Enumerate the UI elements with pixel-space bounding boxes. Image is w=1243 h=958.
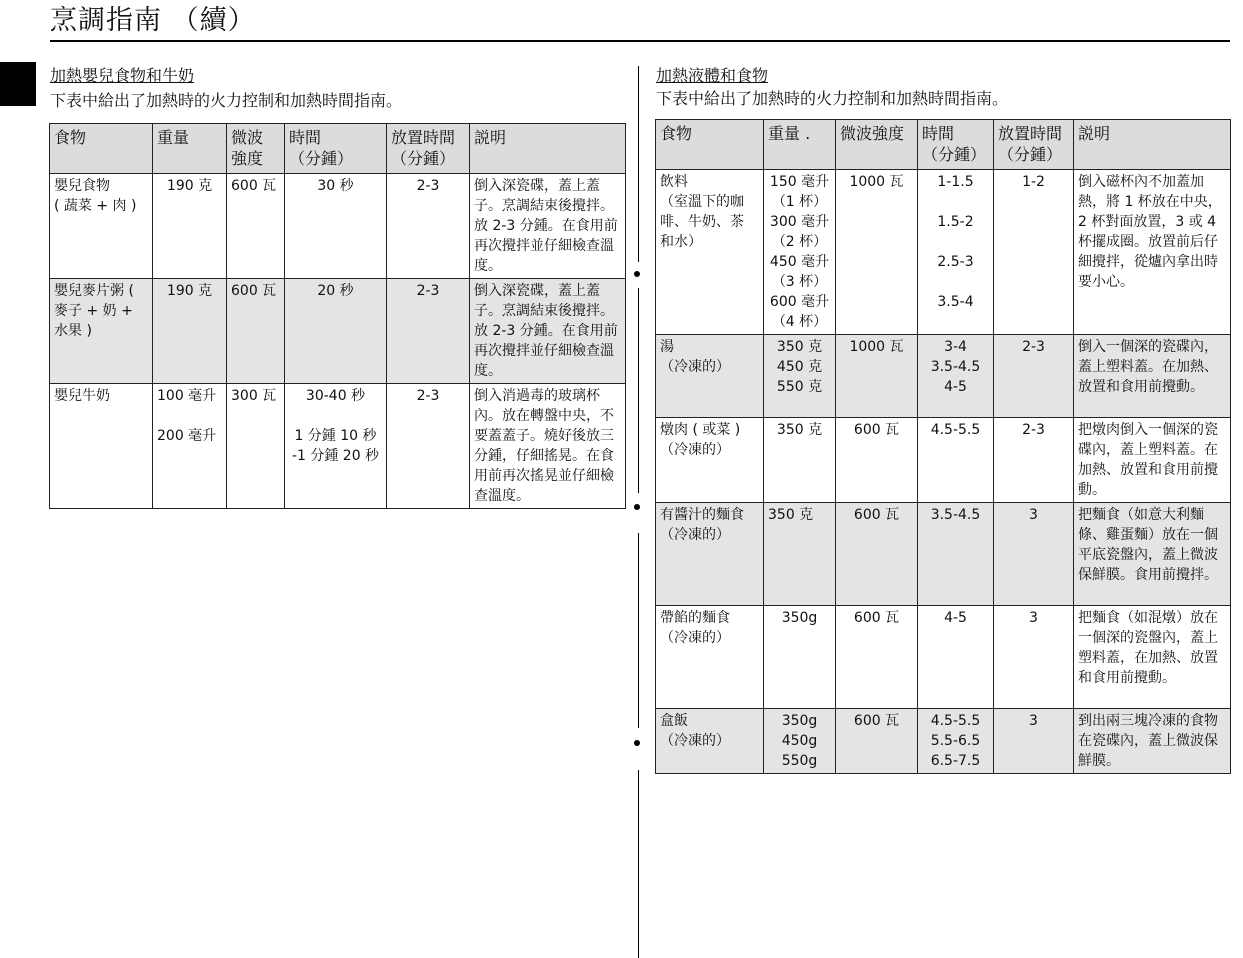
power-cell: 1000 瓦 [836,170,918,335]
header-time: 時間 （分鍾） [285,124,387,174]
weight-cell: 150 毫升 （1 杯） 300 毫升 （2 杯） 450 毫升 （3 杯） 600 毫升 （4 杯） [764,170,836,335]
standing-time-cell: 3 [994,606,1074,709]
standing-time-cell: 3 [994,503,1074,606]
header-instructions: 説明 [1074,120,1231,170]
power-cell: 1000 瓦 [836,335,918,418]
header-standing-time: 放置時間 （分鍾） [387,124,470,174]
table-row [656,335,1231,418]
standing-time-cell: 1-2 [994,170,1074,335]
weight-cell: 350g [764,606,836,709]
food-cell: 湯 （冷凍的） [656,335,764,418]
food-cell: 帶餡的麵食 （冷凍的） [656,606,764,709]
margin-dot [634,740,640,746]
table-row [50,384,626,509]
time-cell: 3.5-4.5 [918,503,994,606]
weight-cell: 190 克 [153,174,227,279]
instructions-cell: 把麵食（如意大利麵條、雞蛋麵）放在一個平底瓷盤內，蓋上微波保鮮膜。食用前攪拌。 [1074,503,1231,606]
standing-time-cell: 2-3 [994,418,1074,503]
instructions-cell: 倒入消過毒的玻璃杯內。放在轉盤中央，不要蓋蓋子。燒好後放三分鍾，仔細搖晃。在食用前再次搖晃並仔細檢查溫度。 [470,384,626,509]
food-cell: 嬰兒牛奶 [50,384,153,509]
time-cell: 1-1.5 1.5-2 2.5-3 3.5-4 [918,170,994,335]
liquids-food-table [655,119,1231,774]
right-section-title: 加熱液體和食物 [656,66,769,85]
standing-time-cell: 2-3 [387,384,470,509]
left-section-title: 加熱嬰兒食物和牛奶 [50,66,195,85]
power-cell: 600 瓦 [227,174,285,279]
column-divider [638,66,639,262]
instructions-cell: 把麵食（如混燉）放在一個深的瓷盤內，蓋上塑料蓋，在加熱、放置和食用前攪動。 [1074,606,1231,709]
standing-time-cell: 2-3 [387,279,470,384]
right-section-subtitle: 下表中給出了加熱時的火力控制和加熱時間指南。 [656,89,1009,108]
instructions-cell: 倒入磁杯內不加蓋加熱，將 1 杯放在中央，2 杯對面放置，3 或 4 杯擺成圈。放置前后仔細攪拌，從爐內拿出時要小心。 [1074,170,1231,335]
table-row [656,418,1231,503]
weight-cell: 190 克 [153,279,227,384]
food-cell: 飲料 （室溫下的咖 啡、牛奶、茶 和水） [656,170,764,335]
page-title: 烹調指南 （續） [50,5,256,36]
weight-cell: 350g 450g 550g [764,709,836,774]
header-power: 微波強度 [836,120,918,170]
header-food: 食物 [656,120,764,170]
power-cell: 600 瓦 [836,503,918,606]
column-divider [638,770,639,958]
time-cell: 4-5 [918,606,994,709]
weight-cell: 350 克 450 克 550 克 [764,335,836,418]
power-cell: 600 瓦 [836,606,918,709]
table-row [656,606,1231,709]
power-cell: 600 瓦 [227,279,285,384]
table-row [656,170,1231,335]
column-divider [638,533,639,728]
power-cell: 600 瓦 [836,709,918,774]
header-time: 時間 （分鍾） [918,120,994,170]
power-cell: 300 瓦 [227,384,285,509]
weight-cell: 100 毫升 200 毫升 [153,384,227,509]
instructions-cell: 倒入一個深的瓷碟內，蓋上塑料蓋。在加熱、放置和食用前攪動。 [1074,335,1231,418]
header-standing-time: 放置時間 （分鍾） [994,120,1074,170]
instructions-cell: 到出兩三塊冷凍的食物在瓷碟內，蓋上微波保鮮膜。 [1074,709,1231,774]
header-food: 食物 [50,124,153,174]
section-tab-marker [0,62,36,106]
food-cell: 盒飯 （冷凍的） [656,709,764,774]
baby-food-table [49,123,626,509]
standing-time-cell: 2-3 [387,174,470,279]
time-cell: 30 秒 [285,174,387,279]
standing-time-cell: 3 [994,709,1074,774]
header-power: 微波 強度 [227,124,285,174]
instructions-cell: 把燉肉倒入一個深的瓷碟內，蓋上塑料蓋。在加熱、放置和食用前攪動。 [1074,418,1231,503]
table-row [50,174,626,279]
time-cell: 30-40 秒 1 分鍾 10 秒 -1 分鍾 20 秒 [285,384,387,509]
left-section-subtitle: 下表中給出了加熱時的火力控制和加熱時間指南。 [50,91,403,110]
margin-dot [634,271,640,277]
food-cell: 嬰兒麥片粥 ( 麥子 + 奶 + 水果 ) [50,279,153,384]
standing-time-cell: 2-3 [994,335,1074,418]
table-row [656,503,1231,606]
header-instructions: 説明 [470,124,626,174]
food-cell: 燉肉 ( 或菜 ) （冷凍的） [656,418,764,503]
time-cell: 20 秒 [285,279,387,384]
time-cell: 3-4 3.5-4.5 4-5 [918,335,994,418]
table-row [656,709,1231,774]
food-cell: 嬰兒食物 ( 蔬菜 + 肉 ) [50,174,153,279]
power-cell: 600 瓦 [836,418,918,503]
time-cell: 4.5-5.5 5.5-6.5 6.5-7.5 [918,709,994,774]
weight-cell: 350 克 [764,418,836,503]
instructions-cell: 倒入深瓷碟，蓋上蓋子。烹調結束後攪拌。放 2-3 分鍾。在食用前再次攪拌並仔細檢查溫度。 [470,174,626,279]
header-weight: 重量 . [764,120,836,170]
title-rule [50,40,1230,42]
food-cell: 有醬汁的麵食 （冷凍的） [656,503,764,606]
instructions-cell: 倒入深瓷碟，蓋上蓋子。烹調結束後攪拌。放 2-3 分鍾。在食用前再次攪拌並仔細檢查溫度。 [470,279,626,384]
column-divider [638,288,639,493]
margin-dot [634,504,640,510]
table-row [50,279,626,384]
header-weight: 重量 [153,124,227,174]
time-cell: 4.5-5.5 [918,418,994,503]
weight-cell: 350 克 [764,503,836,606]
